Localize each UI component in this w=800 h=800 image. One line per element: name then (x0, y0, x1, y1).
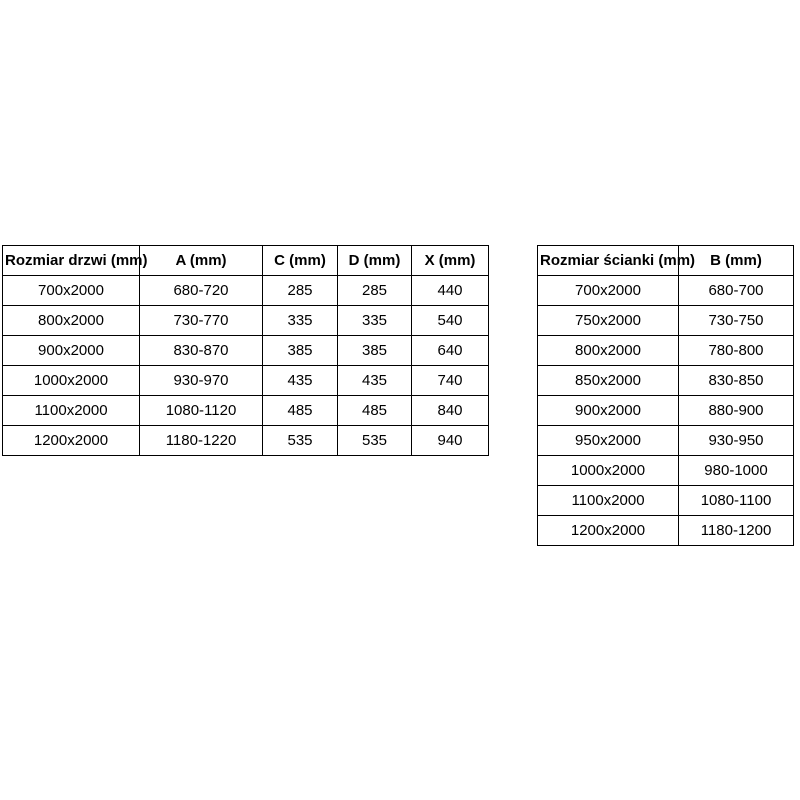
table-cell: 700x2000 (3, 276, 140, 306)
table-cell: 535 (338, 426, 412, 456)
table-cell: 780-800 (679, 336, 794, 366)
table-cell: 880-900 (679, 396, 794, 426)
column-header-wall-size: Rozmiar ścianki (mm) (538, 246, 679, 276)
table-row (538, 396, 794, 426)
table-cell: 1100x2000 (538, 486, 679, 516)
table-cell: 680-700 (679, 276, 794, 306)
table-cell: 950x2000 (538, 426, 679, 456)
table-cell: 385 (338, 336, 412, 366)
table-cell: 1080-1120 (140, 396, 263, 426)
column-header-a: A (mm) (140, 246, 263, 276)
table-row (538, 276, 794, 306)
table-cell: 940 (412, 426, 489, 456)
wall-sizes-table (537, 245, 794, 546)
table-row (538, 426, 794, 456)
table-row (3, 396, 489, 426)
table-row (3, 366, 489, 396)
table-row (538, 306, 794, 336)
table-cell: 435 (263, 366, 338, 396)
column-header-d: D (mm) (338, 246, 412, 276)
table-cell: 850x2000 (538, 366, 679, 396)
door-sizes-table (2, 245, 489, 456)
table-cell: 1080-1100 (679, 486, 794, 516)
table-cell: 830-850 (679, 366, 794, 396)
column-header-door-size: Rozmiar drzwi (mm) (3, 246, 140, 276)
table-cell: 1000x2000 (538, 456, 679, 486)
table-row (3, 336, 489, 366)
table-cell: 285 (263, 276, 338, 306)
table-row (538, 516, 794, 546)
table-cell: 1180-1200 (679, 516, 794, 546)
table-cell: 485 (263, 396, 338, 426)
table-cell: 930-950 (679, 426, 794, 456)
table-cell: 335 (338, 306, 412, 336)
table-cell: 485 (338, 396, 412, 426)
table-row (538, 486, 794, 516)
table-row (538, 366, 794, 396)
column-header-b: B (mm) (679, 246, 794, 276)
table-cell: 335 (263, 306, 338, 336)
table-cell: 800x2000 (3, 306, 140, 336)
table-cell: 440 (412, 276, 489, 306)
table-cell: 540 (412, 306, 489, 336)
table-cell: 1180-1220 (140, 426, 263, 456)
table-cell: 980-1000 (679, 456, 794, 486)
table-cell: 900x2000 (538, 396, 679, 426)
table-cell: 1200x2000 (538, 516, 679, 546)
table-row (3, 426, 489, 456)
table-row (3, 306, 489, 336)
table-cell: 800x2000 (538, 336, 679, 366)
table-cell: 385 (263, 336, 338, 366)
table-row (3, 276, 489, 306)
table-cell: 435 (338, 366, 412, 396)
table-cell: 1200x2000 (3, 426, 140, 456)
table-cell: 830-870 (140, 336, 263, 366)
column-header-c: C (mm) (263, 246, 338, 276)
table-header-row (3, 246, 489, 276)
column-header-x: X (mm) (412, 246, 489, 276)
table-cell: 730-750 (679, 306, 794, 336)
table-cell: 680-720 (140, 276, 263, 306)
table-cell: 1000x2000 (3, 366, 140, 396)
table-row (538, 336, 794, 366)
table-cell: 1100x2000 (3, 396, 140, 426)
table-cell: 900x2000 (3, 336, 140, 366)
table-header-row (538, 246, 794, 276)
table-cell: 700x2000 (538, 276, 679, 306)
table-cell: 740 (412, 366, 489, 396)
table-cell: 535 (263, 426, 338, 456)
table-row (538, 456, 794, 486)
table-cell: 730-770 (140, 306, 263, 336)
table-cell: 750x2000 (538, 306, 679, 336)
table-cell: 285 (338, 276, 412, 306)
table-cell: 840 (412, 396, 489, 426)
table-cell: 640 (412, 336, 489, 366)
table-cell: 930-970 (140, 366, 263, 396)
